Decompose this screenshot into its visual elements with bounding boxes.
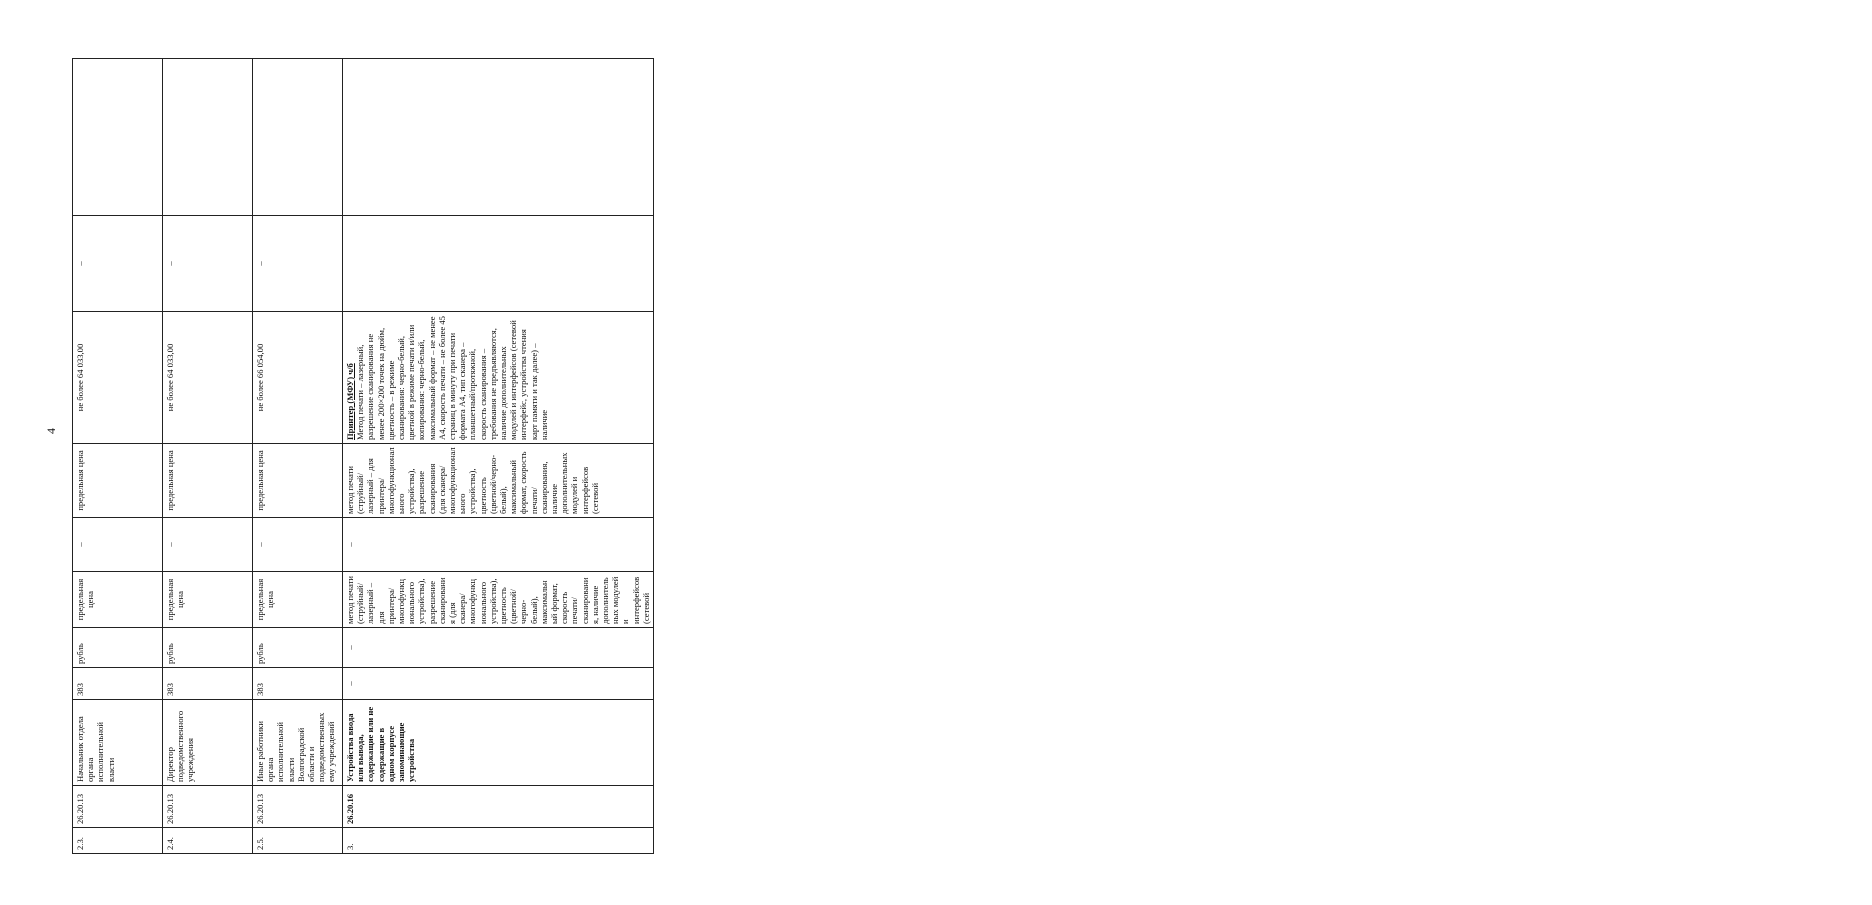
page-number: 4 — [44, 428, 58, 434]
table-row — [253, 59, 343, 854]
approved-value-text: Метод печати – лазерный, разрешение сканирования не менее 200×200 точек на дюйм, цветность – в режиме сканирования: черно-белый, цветной в режиме печати и/или копирования: черно-белый, максимальный формат – не менее А4, скорость печати – не более 45 страниц в минуту при печати формата А4, тип сканера – планшетный/протяжной, скорость сканирования – требования не предъявляются, наличие дополнительных модулей и интерфейсов (сетевой интерфейс, устройства чтения карт памяти и так далее) – наличие — [355, 316, 549, 440]
approved-characteristic: предельная цена — [253, 444, 343, 518]
item-name: Иные работники органа исполнительной власти Волгоградской области и подведомственных ему учреждений — [253, 700, 343, 786]
unit-code: 383 — [253, 668, 343, 700]
characteristic-name: предельная цена — [163, 572, 253, 628]
table-row — [163, 59, 253, 854]
characteristic-value: – — [73, 518, 163, 572]
item-name — [343, 700, 654, 786]
characteristic-value: – — [343, 518, 654, 572]
unit-name: рубль — [253, 628, 343, 668]
approved-value-title: Принтер (МФУ) ч/б — [345, 363, 355, 440]
unit-code: – — [343, 668, 654, 700]
okpd-code — [343, 786, 654, 828]
characteristic-name: метод печати (струйный/лазерный – для принтера/многофункционального устройства), разрешение сканирования (для сканера/многофункционального устройства), цветность (цветной/черно-белый), максимальный формат, скорость печати/ сканирования, наличие дополнительных модулей и интерфейсов (сетевой — [343, 572, 654, 628]
row-number: 2.5. — [253, 828, 343, 854]
table-row — [73, 59, 163, 854]
table-row — [343, 59, 654, 854]
item-name: Директор подведомственного учреждения — [163, 700, 253, 786]
rotated-table-wrapper — [72, 58, 654, 854]
unit-name: рубль — [73, 628, 163, 668]
item-name: Начальник отдела органа исполнительной власти — [73, 700, 163, 786]
okpd-code: 26.20.13 — [163, 786, 253, 828]
approved-value: не более 64 033,00 — [163, 312, 253, 444]
characteristic-value: – — [163, 518, 253, 572]
approved-value: не более 66 054,00 — [253, 312, 343, 444]
approved-value: не более 64 033,00 — [73, 312, 163, 444]
item-name-text: Устройства ввода или вывода, содержащие или не содержащие в одном корпусе запоминающие устройства — [345, 706, 417, 782]
unit-code: 383 — [73, 668, 163, 700]
approved-characteristic: метод печати (струйный/лазерный – для принтера/ многофункционального устройства), разрешение сканирования (для сканера/многофункционального устройства), цветность (цветной/черно-белый), максимальный формат, скорость печати/ сканирования, наличие дополнительных модулей и интерфейсов (сетевой — [343, 444, 654, 518]
functional-purpose — [73, 59, 163, 216]
functional-purpose — [253, 59, 343, 216]
characteristic-value: – — [253, 518, 343, 572]
characteristic-name: предельная цена — [253, 572, 343, 628]
unit-code: 383 — [163, 668, 253, 700]
justification — [343, 216, 654, 312]
approved-characteristic: предельная цена — [73, 444, 163, 518]
justification: – — [163, 216, 253, 312]
unit-name: – — [343, 628, 654, 668]
approved-value — [343, 312, 654, 444]
justification: – — [253, 216, 343, 312]
unit-name: рубль — [163, 628, 253, 668]
okpd-code: 26.20.13 — [253, 786, 343, 828]
justification: – — [73, 216, 163, 312]
approved-characteristic: предельная цена — [163, 444, 253, 518]
row-number: 2.4. — [163, 828, 253, 854]
okpd-code: 26.20.13 — [73, 786, 163, 828]
characteristic-name: предельная цена — [73, 572, 163, 628]
functional-purpose — [343, 59, 654, 216]
row-number: 2.3. — [73, 828, 163, 854]
functional-purpose — [163, 59, 253, 216]
row-number: 3. — [343, 828, 654, 854]
okpd-code-text: 26.20.16 — [345, 793, 355, 824]
